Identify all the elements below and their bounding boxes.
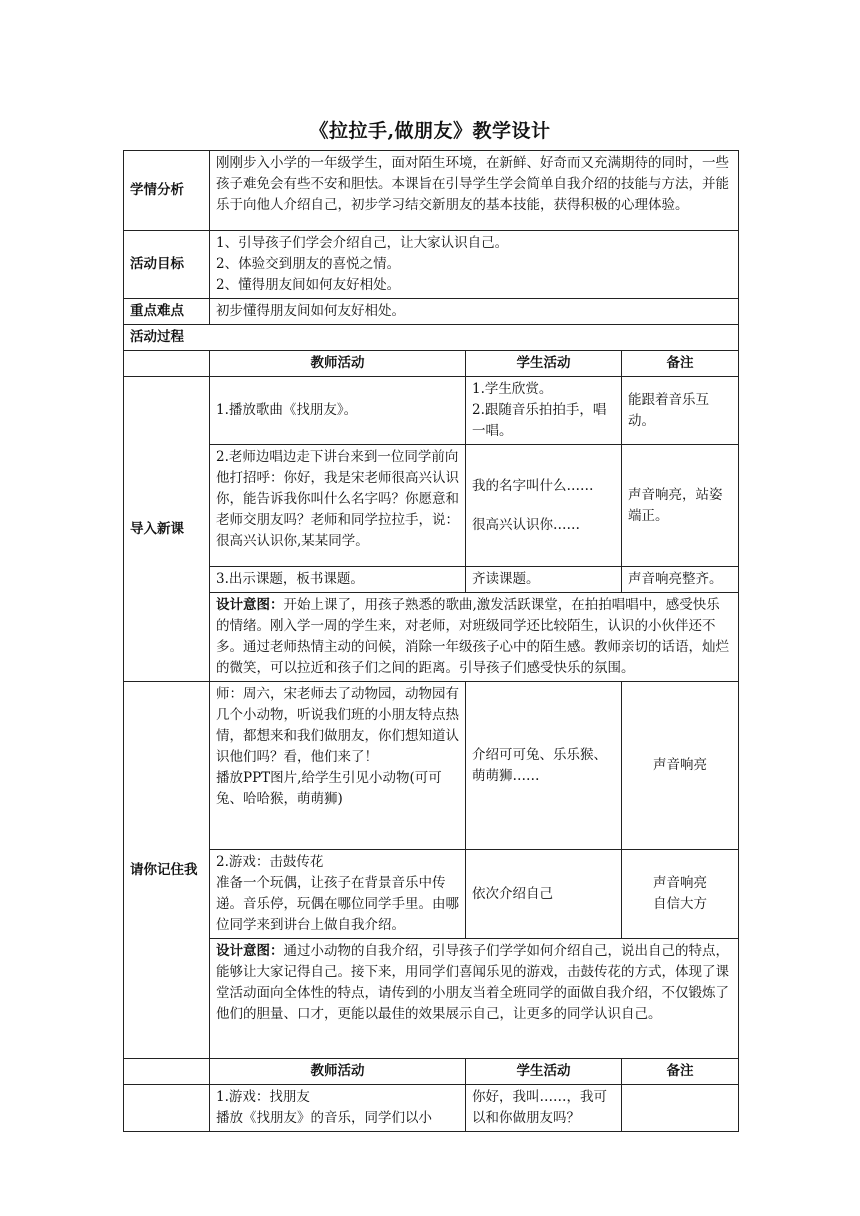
note — [622, 850, 739, 939]
section3-label — [124, 1085, 210, 1132]
header-empty — [124, 351, 210, 377]
student-activity — [466, 445, 622, 567]
key-points-row — [124, 299, 739, 325]
teacher-activity: 1.播放歌曲《找朋友》。 — [210, 377, 466, 445]
note: 声音响亮，站姿端正。 — [622, 445, 739, 567]
analysis-text: 刚刚步入小学的一年级学生，面对陌生环境，在新鲜、好奇而又充满期待的同时，一些孩子难免会有些不安和胆怯。本课旨在引导学生学会简单自我介绍的技能与方法，并能乐于向他人介绍自己，初步学习结交新朋友的基本技能，获得积极的心理体验。 — [210, 151, 739, 231]
teacher-line: 播放《找朋友》的音乐，同学们以小 — [216, 1110, 432, 1126]
analysis-label: 学情分析 — [124, 151, 210, 231]
student-activity — [466, 377, 622, 445]
table-row — [124, 377, 739, 445]
student-activity: 介绍可可兔、乐乐猴、萌萌狮…… — [466, 682, 622, 850]
design-intent — [210, 593, 739, 682]
column-header-row — [124, 1059, 739, 1085]
process-row — [124, 325, 739, 351]
teacher-line: 1.游戏：找朋友 — [216, 1089, 310, 1105]
table-row — [124, 1085, 739, 1132]
note: 声音响亮 — [622, 682, 739, 850]
key-points-text: 初步懂得朋友间如何友好相处。 — [210, 299, 739, 325]
table-row — [124, 445, 739, 567]
teacher-line: 2.游戏：击鼓传花 — [216, 854, 324, 870]
goals-list — [210, 231, 739, 299]
teacher-activity: 2.老师边唱边走下讲台来到一位同学前向他打招呼：你好，我是宋老师很高兴认识你，能告诉我你叫什么名字吗？你愿意和老师交朋友吗？老师和同学拉拉手，说：很高兴认识你,某某同学。 — [210, 445, 466, 567]
lesson-plan-table — [123, 150, 739, 1132]
intent-label: 设计意图： — [216, 597, 284, 613]
note — [622, 1085, 739, 1132]
intent-text: 通过小动物的自我介绍，引导孩子们学学如何介绍自己，说出自己的特点，能够让大家记得自己。接下来，用同学们喜闻乐见的游戏，击鼓传花的方式，体现了课堂活动面向全体性的特点，请传到的小朋友当着全班同学的面做自我介绍，不仅锻炼了他们的胆量、口才，更能以最佳的效果展示自己，让更多的同学认识自己。 — [216, 943, 729, 1022]
intent-row — [124, 593, 739, 682]
student-activity: 你好，我叫……，我可以和你做朋友吗？ — [466, 1085, 622, 1132]
header-note: 备注 — [622, 1059, 739, 1085]
header-student: 学生活动 — [466, 351, 622, 377]
page-title: 《拉拉手,做朋友》教学设计 — [309, 120, 551, 142]
teacher-line: 播放PPT图片,给学生引见小动物(可可兔、哈哈猴，萌萌狮) — [216, 770, 442, 807]
student-line: 我的名字叫什么…… — [472, 477, 594, 494]
table-row — [124, 682, 739, 850]
column-header-row — [124, 351, 739, 377]
student-line: 1.学生欣赏。 — [472, 381, 553, 397]
note: 声音响亮整齐。 — [622, 567, 739, 593]
analysis-row — [124, 151, 739, 231]
student-line: 很高兴认识你…… — [472, 516, 580, 533]
header-teacher: 教师活动 — [210, 351, 466, 377]
intent-label: 设计意图： — [216, 943, 284, 959]
table-row — [124, 567, 739, 593]
header-empty — [124, 1059, 210, 1085]
goals-label: 活动目标 — [124, 231, 210, 299]
section1-label: 导入新课 — [124, 377, 210, 682]
goal-item: 2、懂得朋友间如何友好相处。 — [216, 277, 401, 293]
student-line: 2.跟随音乐拍拍手，唱一唱。 — [472, 402, 607, 439]
key-points-label: 重点难点 — [124, 299, 210, 325]
goals-row — [124, 231, 739, 299]
teacher-activity: 3.出示课题，板书课题。 — [210, 567, 466, 593]
section2-label: 请你记住我 — [124, 682, 210, 1059]
table-row — [124, 850, 739, 939]
teacher-activity — [210, 1085, 466, 1132]
teacher-line: 准备一个玩偶，让孩子在背景音乐中传递。音乐停，玩偶在哪位同学手里。由哪位同学来到讲台上做自我介绍。 — [216, 875, 459, 933]
header-note: 备注 — [622, 351, 739, 377]
teacher-activity — [210, 850, 466, 939]
teacher-activity — [210, 682, 466, 850]
teacher-line: 师：周六，宋老师去了动物园，动物园有几个小动物，听说我们班的小朋友特点热情，都想来和我们做朋友，你们想知道认识他们吗？看，他们来了！ — [216, 686, 459, 765]
design-intent — [210, 939, 739, 1059]
goal-item: 2、体验交到朋友的喜悦之情。 — [216, 256, 401, 272]
note: 能跟着音乐互动。 — [622, 377, 739, 445]
header-student: 学生活动 — [466, 1059, 622, 1085]
student-activity: 齐读课题。 — [466, 567, 622, 593]
intent-row — [124, 939, 739, 1059]
process-label: 活动过程 — [124, 325, 739, 351]
note-line: 自信大方 — [653, 896, 707, 912]
note-line: 声音响亮 — [653, 875, 707, 891]
goal-item: 1、引导孩子们学会介绍自己，让大家认识自己。 — [216, 235, 509, 251]
header-teacher: 教师活动 — [210, 1059, 466, 1085]
student-activity: 依次介绍自己 — [466, 850, 622, 939]
intent-text: 开始上课了，用孩子熟悉的歌曲,激发活跃课堂，在拍拍唱唱中，感受快乐的情绪。刚入学一周的学生来，对老师，对班级同学还比较陌生，认识的小伙伴还不多。通过老师热情主动的问候，消除一年级孩子心中的陌生感。教师亲切的话语，灿烂的微笑，可以拉近和孩子们之间的距离。引导孩子们感受快乐的氛围。 — [216, 597, 729, 676]
